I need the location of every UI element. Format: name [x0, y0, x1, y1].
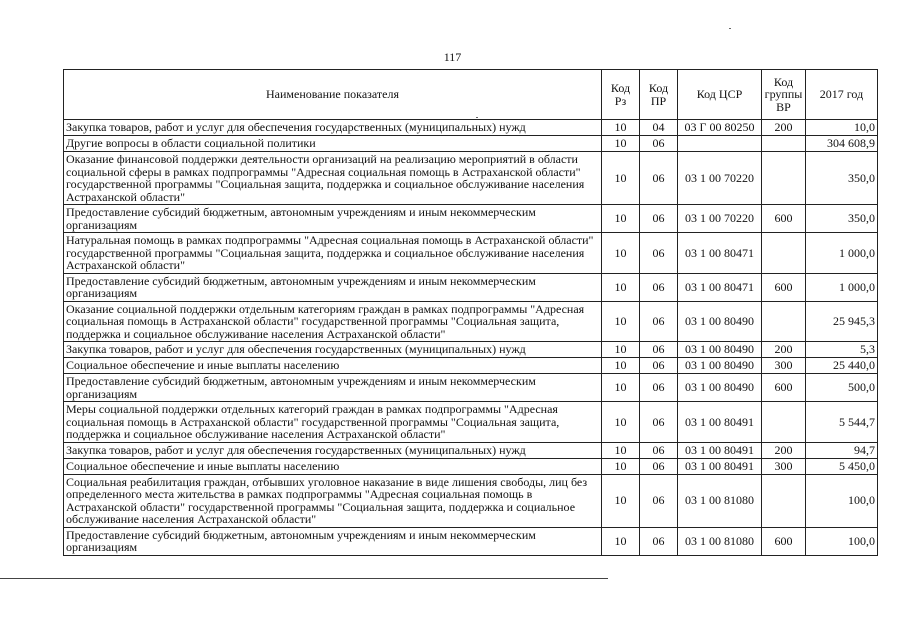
row-name-cell: Социальная реабилитация граждан, отбывших уголовное наказание в виде лишения свободы, лиц без определенного места жительства в рамках подпрограммы "Адресная социальная помощь в Астраханской области" государственной программы "Социальная защита, поддержка и социальное обслуживание населения Астраханской области" [64, 474, 602, 527]
row-csr-cell: 03 1 00 80471 [678, 273, 762, 301]
table-header [64, 70, 878, 120]
row-value-cell: 5 450,0 [806, 458, 878, 474]
table-body [64, 120, 878, 556]
row-pr-cell: 04 [640, 120, 678, 136]
row-csr-cell: 03 1 00 81080 [678, 474, 762, 527]
table-row [64, 301, 878, 342]
row-pr-cell: 06 [640, 273, 678, 301]
table-row [64, 442, 878, 458]
row-name-cell: Предоставление субсидий бюджетным, автономным учреждениям и иным некоммерческим организациям [64, 273, 602, 301]
row-vr-cell: 600 [762, 273, 806, 301]
row-pr-cell: 06 [640, 301, 678, 342]
row-vr-cell: 300 [762, 358, 806, 374]
row-vr-cell: 300 [762, 458, 806, 474]
row-value-cell: 25 440,0 [806, 358, 878, 374]
row-name-cell: Оказание финансовой поддержки деятельности организаций на реализацию мероприятий в области социальной сферы в рамках подпрограммы "Адресная социальная помощь в Астраханской области" государственной программы "Социальная защита, поддержка и социальное обслуживание населения Астраханской области" [64, 152, 602, 205]
row-vr-cell [762, 152, 806, 205]
row-csr-cell: 03 1 00 80491 [678, 442, 762, 458]
row-name-cell: Социальное обеспечение и иные выплаты населению [64, 358, 602, 374]
row-value-cell: 5,3 [806, 342, 878, 358]
row-rz-cell: 10 [602, 374, 640, 402]
table-row [64, 233, 878, 274]
row-csr-cell: 03 1 00 70220 [678, 205, 762, 233]
row-rz-cell: 10 [602, 402, 640, 443]
row-csr-cell: 03 Г 00 80250 [678, 120, 762, 136]
table-row [64, 358, 878, 374]
row-pr-cell: 06 [640, 136, 678, 152]
header-year: 2017 год [806, 70, 878, 120]
scan-speck [476, 117, 478, 118]
row-rz-cell: 10 [602, 233, 640, 274]
table-row [64, 527, 878, 555]
row-name-cell: Другие вопросы в области социальной политики [64, 136, 602, 152]
row-csr-cell: 03 1 00 80471 [678, 233, 762, 274]
row-csr-cell: 03 1 00 80490 [678, 358, 762, 374]
row-vr-cell: 200 [762, 442, 806, 458]
row-value-cell: 304 608,9 [806, 136, 878, 152]
row-rz-cell: 10 [602, 342, 640, 358]
row-vr-cell [762, 474, 806, 527]
row-pr-cell: 06 [640, 442, 678, 458]
row-value-cell: 5 544,7 [806, 402, 878, 443]
table-row [64, 136, 878, 152]
row-pr-cell: 06 [640, 342, 678, 358]
row-value-cell: 100,0 [806, 527, 878, 555]
row-vr-cell: 600 [762, 374, 806, 402]
row-vr-cell: 200 [762, 342, 806, 358]
row-rz-cell: 10 [602, 458, 640, 474]
row-rz-cell: 10 [602, 136, 640, 152]
row-csr-cell: 03 1 00 80491 [678, 402, 762, 443]
row-value-cell: 94,7 [806, 442, 878, 458]
header-csr: Код ЦСР [678, 70, 762, 120]
row-pr-cell: 06 [640, 458, 678, 474]
row-value-cell: 350,0 [806, 205, 878, 233]
row-vr-cell [762, 233, 806, 274]
header-name: Наименование показателя [64, 70, 602, 120]
row-vr-cell: 200 [762, 120, 806, 136]
row-rz-cell: 10 [602, 120, 640, 136]
row-pr-cell: 06 [640, 152, 678, 205]
row-vr-cell [762, 301, 806, 342]
row-rz-cell: 10 [602, 442, 640, 458]
row-rz-cell: 10 [602, 152, 640, 205]
scan-divider-line [0, 578, 608, 579]
scan-speck [729, 28, 731, 29]
row-value-cell: 1 000,0 [806, 273, 878, 301]
row-rz-cell: 10 [602, 273, 640, 301]
row-name-cell: Предоставление субсидий бюджетным, автономным учреждениям и иным некоммерческим организациям [64, 374, 602, 402]
row-name-cell: Предоставление субсидий бюджетным, автономным учреждениям и иным некоммерческим организациям [64, 527, 602, 555]
row-rz-cell: 10 [602, 358, 640, 374]
row-pr-cell: 06 [640, 527, 678, 555]
row-rz-cell: 10 [602, 474, 640, 527]
row-value-cell: 1 000,0 [806, 233, 878, 274]
row-name-cell: Закупка товаров, работ и услуг для обеспечения государственных (муниципальных) нужд [64, 120, 602, 136]
row-vr-cell: 600 [762, 205, 806, 233]
row-name-cell: Закупка товаров, работ и услуг для обеспечения государственных (муниципальных) нужд [64, 442, 602, 458]
row-vr-cell [762, 136, 806, 152]
row-value-cell: 500,0 [806, 374, 878, 402]
row-value-cell: 10,0 [806, 120, 878, 136]
row-vr-cell [762, 402, 806, 443]
row-csr-cell: 03 1 00 80490 [678, 301, 762, 342]
table-row [64, 402, 878, 443]
row-pr-cell: 06 [640, 474, 678, 527]
row-vr-cell: 600 [762, 527, 806, 555]
row-name-cell: Предоставление субсидий бюджетным, автономным учреждениям и иным некоммерческим организациям [64, 205, 602, 233]
header-rz: Код Рз [602, 70, 640, 120]
row-rz-cell: 10 [602, 301, 640, 342]
table-row [64, 458, 878, 474]
table-row [64, 474, 878, 527]
row-value-cell: 25 945,3 [806, 301, 878, 342]
row-pr-cell: 06 [640, 358, 678, 374]
table-row [64, 374, 878, 402]
row-pr-cell: 06 [640, 233, 678, 274]
table-row [64, 152, 878, 205]
header-pr: Код ПР [640, 70, 678, 120]
row-csr-cell: 03 1 00 81080 [678, 527, 762, 555]
row-pr-cell: 06 [640, 374, 678, 402]
row-name-cell: Закупка товаров, работ и услуг для обеспечения государственных (муниципальных) нужд [64, 342, 602, 358]
table-row [64, 120, 878, 136]
row-value-cell: 350,0 [806, 152, 878, 205]
row-csr-cell: 03 1 00 80490 [678, 342, 762, 358]
row-csr-cell: 03 1 00 70220 [678, 152, 762, 205]
header-vr: Код группы ВР [762, 70, 806, 120]
row-name-cell: Натуральная помощь в рамках подпрограммы "Адресная социальная помощь в Астраханской области" государственной программы "Социальная защита, поддержка и социальное обслуживание населения Астраханской области" [64, 233, 602, 274]
row-rz-cell: 10 [602, 205, 640, 233]
table-row [64, 273, 878, 301]
table-row [64, 342, 878, 358]
row-name-cell: Меры социальной поддержки отдельных категорий граждан в рамках подпрограммы "Адресная социальная помощь в Астраханской области" государственной программы "Социальная защита, поддержка и социальное обслуживание населения Астраханской области" [64, 402, 602, 443]
row-name-cell: Социальное обеспечение и иные выплаты населению [64, 458, 602, 474]
row-value-cell: 100,0 [806, 474, 878, 527]
page-number: 117 [443, 50, 462, 64]
budget-table [63, 69, 878, 556]
row-pr-cell: 06 [640, 205, 678, 233]
row-name-cell: Оказание социальной поддержки отдельным категориям граждан в рамках подпрограммы "Адресная социальная помощь в Астраханской области" государственной программы "Социальная защита, поддержка и социальное обслуживание населения Астраханской области" [64, 301, 602, 342]
row-pr-cell: 06 [640, 402, 678, 443]
table-row [64, 205, 878, 233]
row-rz-cell: 10 [602, 527, 640, 555]
row-csr-cell: 03 1 00 80491 [678, 458, 762, 474]
row-csr-cell [678, 136, 762, 152]
row-csr-cell: 03 1 00 80490 [678, 374, 762, 402]
